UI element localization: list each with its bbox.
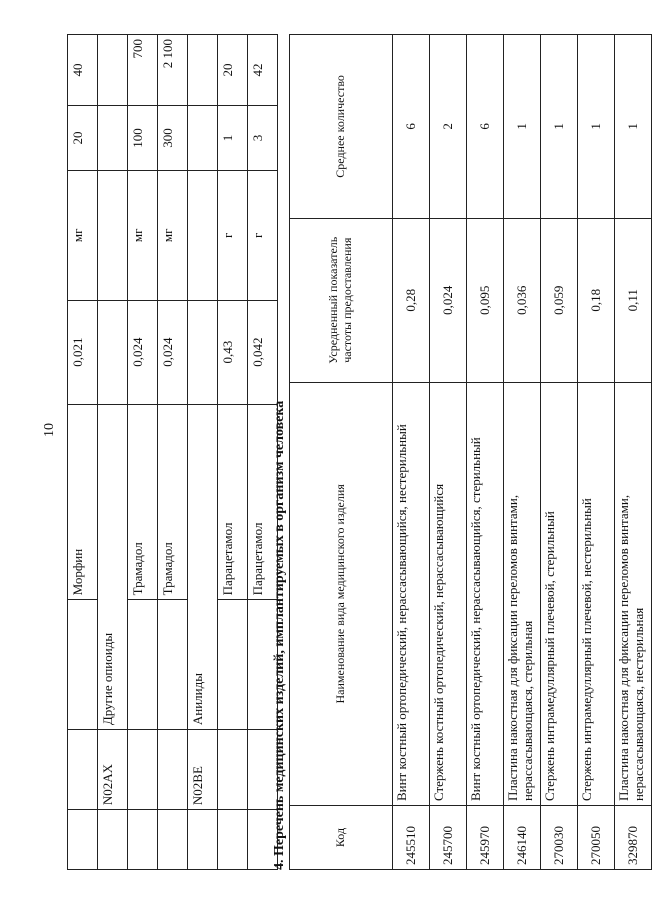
frequency-value: 0,036 — [504, 218, 541, 382]
blank-cell — [98, 810, 128, 870]
frequency-value: 0,095 — [467, 218, 504, 382]
table-row — [467, 35, 504, 870]
drug-name: Парацетамол — [218, 404, 248, 600]
unit: мг — [128, 170, 158, 300]
quantity-value: 6 — [393, 35, 430, 219]
device-code: 245510 — [393, 806, 430, 870]
section-title: 4. Перечень медицинских изделий, имплантируемых в организм человека — [272, 400, 287, 870]
device-name: Винт костный ортопедический, нерассасывающийся, стерильный — [467, 382, 504, 805]
table-row — [128, 35, 158, 870]
atc-code — [68, 730, 98, 810]
frequency-value: 0,11 — [615, 218, 652, 382]
device-name: Пластина накостная для фиксации переломов винтами, нерассасывающаяся, нестерильная — [615, 382, 652, 805]
quantity-value: 6 — [467, 35, 504, 219]
device-name: Стержень интрамедуллярный плечевой, стерильный — [541, 382, 578, 805]
ekd-value: 42 — [248, 35, 278, 106]
frequency-value: 0,18 — [578, 218, 615, 382]
frequency-value — [188, 300, 218, 404]
blank-cell — [128, 810, 158, 870]
ddd-value: 20 — [68, 105, 98, 170]
drug-name: Морфин — [68, 404, 98, 600]
frequency-value: 0,024 — [430, 218, 467, 382]
device-code: 245700 — [430, 806, 467, 870]
unit — [188, 170, 218, 300]
table-row — [188, 35, 218, 870]
drug-name: Парацетамол — [248, 404, 278, 600]
device-code: 246140 — [504, 806, 541, 870]
header-frequency: Усредненный показатель частоты предоставления — [290, 218, 393, 382]
atc-code — [218, 730, 248, 810]
ekd-value — [98, 35, 128, 106]
table-row — [393, 35, 430, 870]
atc-code — [128, 730, 158, 810]
ddd-value — [98, 105, 128, 170]
blank-cell — [188, 810, 218, 870]
header-device-name: Наименование вида медицинского изделия — [290, 382, 393, 805]
header-code: Код — [290, 806, 393, 870]
device-code: 245970 — [467, 806, 504, 870]
device-name: Пластина накостная для фиксации переломов винтами, нерассасывающаяся, стерильная — [504, 382, 541, 805]
frequency-value: 0,43 — [218, 300, 248, 404]
drug-name: Трамадол — [158, 404, 188, 600]
unit — [98, 170, 128, 300]
atc-code: N02BE — [188, 730, 218, 810]
rotated-page-content — [67, 22, 646, 870]
group-name — [128, 600, 158, 730]
blank-cell — [68, 810, 98, 870]
quantity-value: 2 — [430, 35, 467, 219]
group-name: Анилиды — [188, 404, 218, 730]
table-row — [578, 35, 615, 870]
drug-name: Трамадол — [128, 404, 158, 600]
unit: г — [218, 170, 248, 300]
frequency-value — [98, 300, 128, 404]
atc-code: N02AX — [98, 730, 128, 810]
atc-code — [158, 730, 188, 810]
ekd-value: 20 — [218, 35, 248, 106]
drug-table — [67, 34, 278, 870]
device-code: 329870 — [615, 806, 652, 870]
table-row — [541, 35, 578, 870]
device-name: Винт костный ортопедический, нерассасывающийся, нестерильный — [393, 382, 430, 805]
table-row — [98, 35, 128, 870]
quantity-value: 1 — [578, 35, 615, 219]
table-row — [158, 35, 188, 870]
table-row — [615, 35, 652, 870]
ekd-value: 2 100 — [158, 35, 188, 106]
group-name: Другие опиоиды — [98, 404, 128, 730]
frequency-value: 0,024 — [128, 300, 158, 404]
blank-cell — [218, 810, 248, 870]
quantity-value: 1 — [541, 35, 578, 219]
header-average-quantity: Среднее количество — [290, 35, 393, 219]
ekd-value: 700 — [128, 35, 158, 106]
medical-devices-table — [289, 34, 652, 870]
ddd-value: 300 — [158, 105, 188, 170]
frequency-value: 0,059 — [541, 218, 578, 382]
table-row — [430, 35, 467, 870]
group-name — [158, 600, 188, 730]
unit: мг — [68, 170, 98, 300]
table-row — [504, 35, 541, 870]
unit: г — [248, 170, 278, 300]
frequency-value: 0,28 — [393, 218, 430, 382]
quantity-value: 1 — [504, 35, 541, 219]
table-header-row — [290, 35, 393, 870]
frequency-value: 0,021 — [68, 300, 98, 404]
frequency-value: 0,024 — [158, 300, 188, 404]
table-row — [218, 35, 248, 870]
ddd-value: 3 — [248, 105, 278, 170]
frequency-value: 0,042 — [248, 300, 278, 404]
ddd-value: 1 — [218, 105, 248, 170]
device-code: 270050 — [578, 806, 615, 870]
ekd-value: 40 — [68, 35, 98, 106]
blank-cell — [158, 810, 188, 870]
device-code: 270030 — [541, 806, 578, 870]
device-name: Стержень интрамедуллярный плечевой, нестерильный — [578, 382, 615, 805]
ddd-value — [188, 105, 218, 170]
ddd-value: 100 — [128, 105, 158, 170]
device-name: Стержень костный ортопедический, нерассасывающийся — [430, 382, 467, 805]
quantity-value: 1 — [615, 35, 652, 219]
table-row — [68, 35, 98, 870]
group-name — [218, 600, 248, 730]
group-name — [68, 600, 98, 730]
page-number: 10 — [42, 423, 57, 437]
ekd-value — [188, 35, 218, 106]
unit: мг — [158, 170, 188, 300]
